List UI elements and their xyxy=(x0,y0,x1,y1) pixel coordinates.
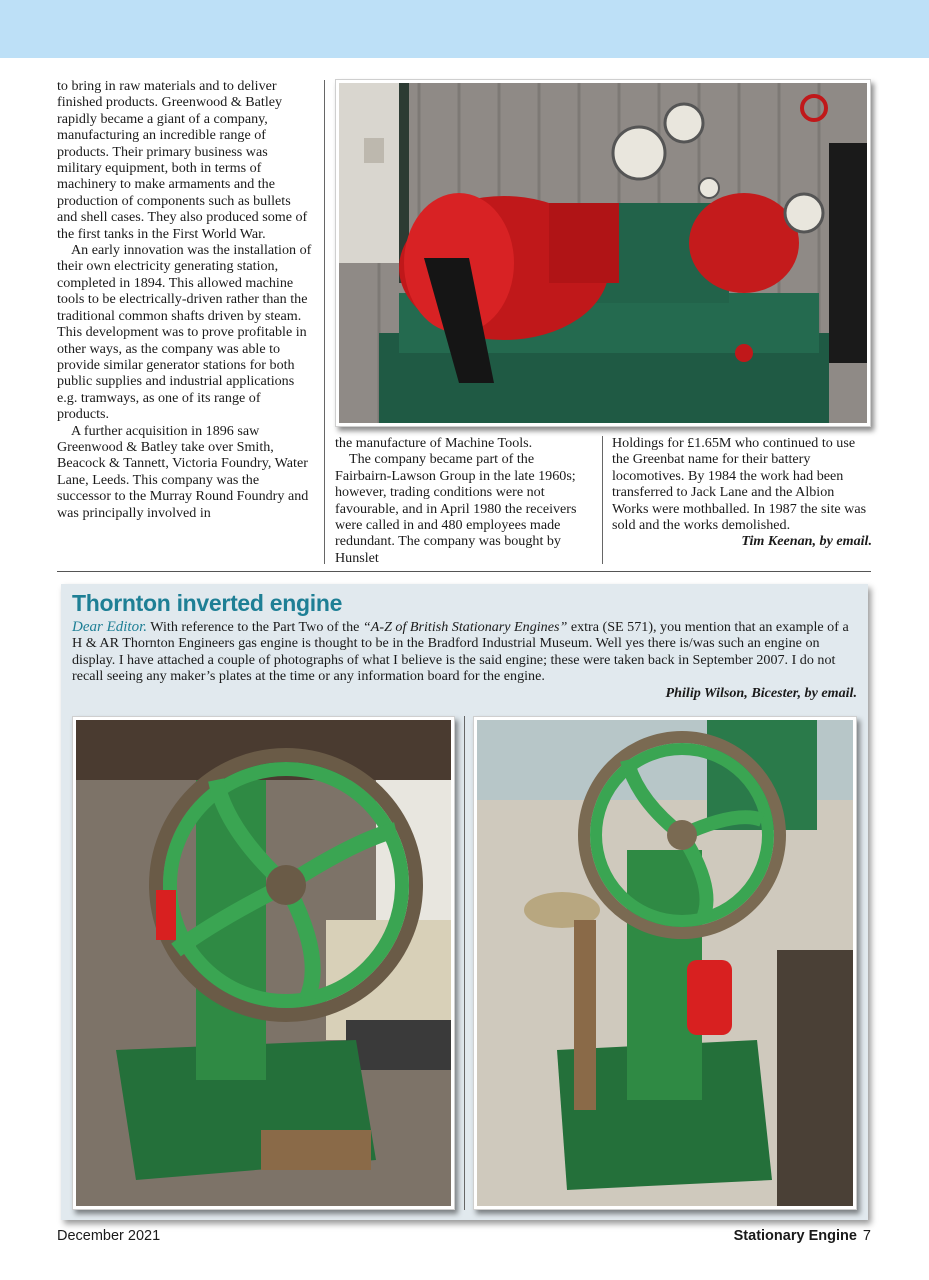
engine-illustration-right xyxy=(477,720,853,1206)
footer-date: December 2021 xyxy=(57,1228,161,1244)
page-number: 7 xyxy=(862,1228,871,1244)
letter-signature: Philip Wilson, Bicester, by email. xyxy=(665,684,857,701)
article-column-2 xyxy=(335,435,579,566)
article-column-1 xyxy=(57,78,313,521)
magazine-name: Stationary Engine xyxy=(733,1228,857,1244)
column-divider xyxy=(324,80,325,564)
article-paragraph: Holdings for £1.65M who continued to use the Greenbat name for their battery locomotives. By 1984 the work had been transferred to Jack Lane and the Albion Works were mothballed. In 1987 the site was sold and the works demolished. xyxy=(612,435,867,534)
column-divider xyxy=(602,436,603,564)
letter-work-title: “A-Z of British Stationary Engines” xyxy=(362,619,568,635)
generator-photo xyxy=(335,79,871,427)
letter-title: Thornton inverted engine xyxy=(72,590,343,616)
header-band xyxy=(0,0,929,58)
article-paragraph: The company became part of the Fairbairn-Lawson Group in the late 1960s; however, trading conditions were not favourable, and in April 1980 the receivers were called in and 480 employees made redundant. The company was bought by Hunslet xyxy=(335,451,577,566)
photo-divider xyxy=(464,716,465,1210)
section-divider xyxy=(57,571,871,572)
article-paragraph: to bring in raw materials and to deliver finished products. Greenwood & Batley rapidly became a giant of a company, manufacturing an incredible range of products. Their primary business was military equipment, both in terms of machinery to make armaments and the production of components such as bullets and shell cases. They also produced some of the first tanks in the First World War. xyxy=(57,78,308,242)
letter-salutation: Dear Editor. xyxy=(72,619,147,635)
article-column-3 xyxy=(612,435,872,550)
letter-text: extra (SE 571), you mention that an example of a H & AR Thornton Engineers gas engine is thought to be in the Bradford Industrial Museum. Well yes there is/was such an engine on display. I have attached a couple of photographs of what I believe is the said engine; these were taken back in September 2007. I do not recall seeing any maker’s plates at the time or any information board for the engine. xyxy=(72,619,849,685)
engine-illustration-left xyxy=(76,720,451,1206)
footer-publication xyxy=(734,1228,871,1244)
article-paragraph: An early innovation was the installation of their own electricity generating station, completed in 1894. This allowed machine tools to be electrically-driven rather than the traditional common shafts driven by steam. This development was to prove profitable in other ways, as the company was able to provide similar generator stations for both public supplies and industrial applications e.g. tramways, as one of its range of products. xyxy=(57,242,312,423)
letter-text: With reference to the Part Two of the xyxy=(147,619,363,635)
letter-body xyxy=(72,619,857,701)
engine-photo-left xyxy=(72,716,455,1210)
generator-illustration xyxy=(339,83,867,423)
article-paragraph: A further acquisition in 1896 saw Greenwood & Batley take over Smith, Beacock & Tannett, Victoria Foundry, Water Lane, Leeds. This company was the successor to the Murray Round Foundry and was principally involved in xyxy=(57,422,309,521)
engine-photo-right xyxy=(473,716,857,1210)
article-paragraph: the manufacture of Machine Tools. xyxy=(335,435,533,451)
article-signature: Tim Keenan, by email. xyxy=(741,533,872,550)
